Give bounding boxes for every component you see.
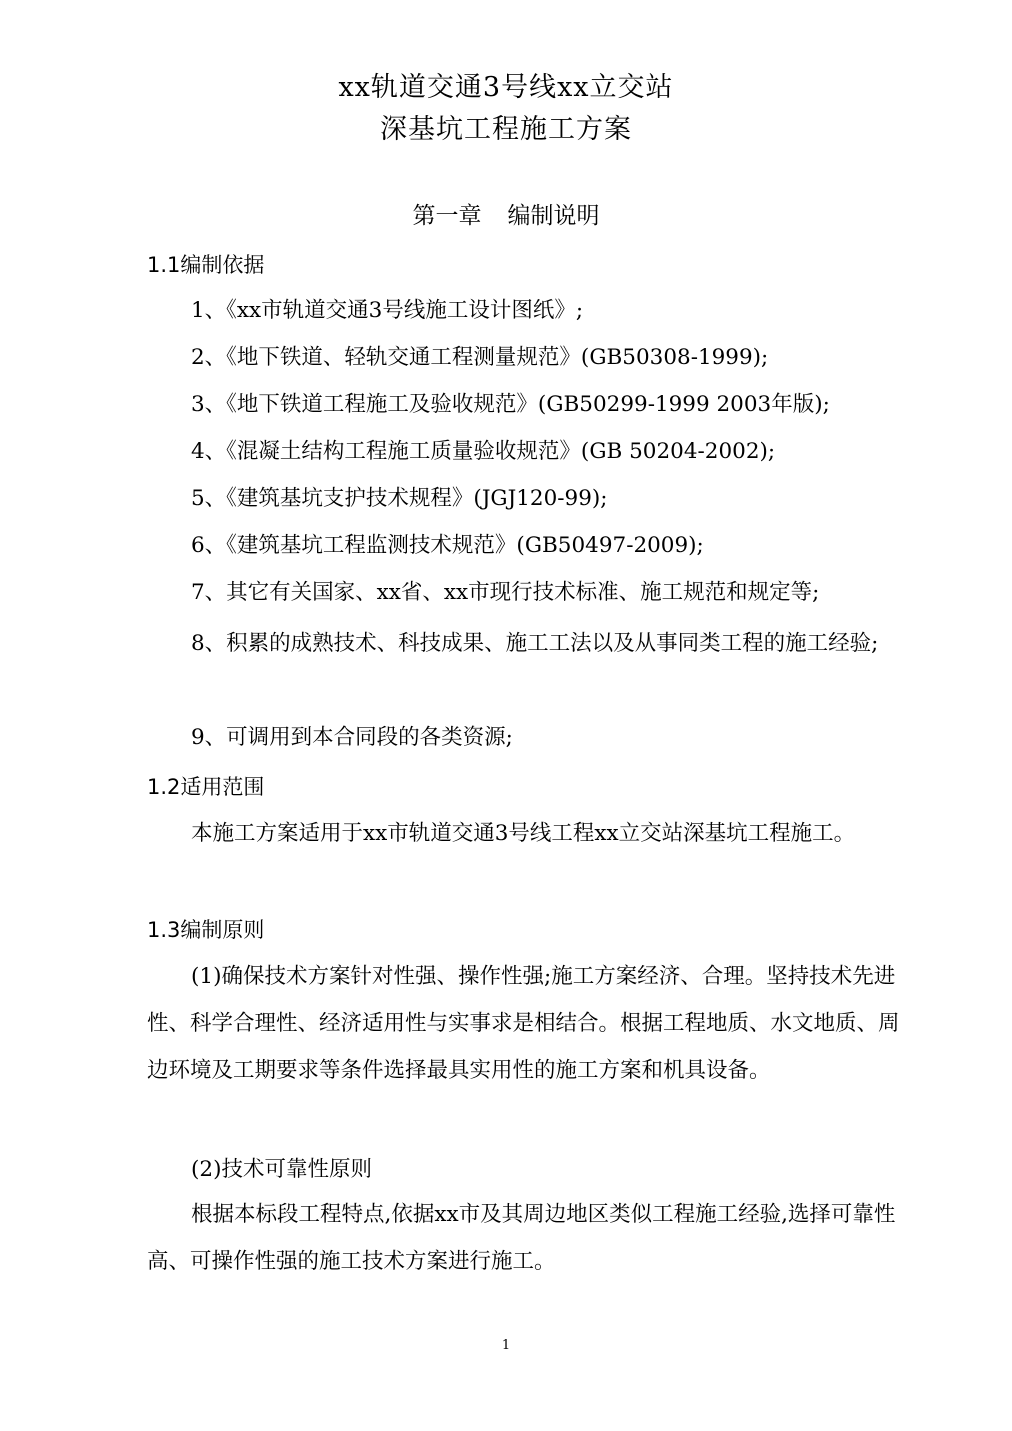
reference-item-1: 1、《xx市轨道交通3号线施工设计图纸》; bbox=[191, 298, 584, 323]
scope-paragraph: 本施工方案适用于xx市轨道交通3号线工程xx立交站深基坑工程施工。 bbox=[191, 821, 856, 846]
reference-item-4: 4、《混凝土结构工程施工质量验收规范》(GB 50204-2002); bbox=[191, 439, 776, 464]
reference-item-6: 6、《建筑基坑工程监测技术规范》(GB50497-2009); bbox=[191, 533, 704, 558]
section-heading-1-3: 1.3编制原则 bbox=[147, 918, 265, 942]
principle-subheading-2: (2)技术可靠性原则 bbox=[191, 1157, 372, 1182]
reference-item-7: 7、其它有关国家、xx省、xx市现行技术标准、施工规范和规定等; bbox=[191, 580, 820, 605]
reference-item-5: 5、《建筑基坑支护技术规程》(JGJ120-99); bbox=[191, 486, 608, 511]
document-title-line-2: 深基坑工程施工方案 bbox=[380, 114, 632, 145]
chapter-name: 编制说明 bbox=[507, 203, 600, 229]
reference-item-9: 9、可调用到本合同段的各类资源; bbox=[191, 725, 513, 750]
document-title-line-1: xx轨道交通3号线xx立交站 bbox=[338, 72, 674, 103]
chapter-number: 第一章 bbox=[412, 203, 482, 229]
principle-paragraph-1: (1)确保技术方案针对性强、操作性强;施工方案经济、合理。坚持技术先进性、科学合理性、经济适用性与实事求是相结合。根据工程地质、水文地质、周边环境及工期要求等条件选择最具实用性的施工方案和机具设备。 bbox=[147, 964, 900, 1083]
page-number: 1 bbox=[501, 1338, 511, 1353]
principle-paragraph-2: 根据本标段工程特点,依据xx市及其周边地区类似工程施工经验,选择可靠性高、可操作性强的施工技术方案进行施工。 bbox=[147, 1202, 896, 1274]
section-heading-1-1: 1.1编制依据 bbox=[147, 253, 265, 277]
section-heading-1-2: 1.2适用范围 bbox=[147, 775, 265, 799]
reference-item-3: 3、《地下铁道工程施工及验收规范》(GB50299-1999 2003年版); bbox=[191, 392, 830, 417]
chapter-heading bbox=[0, 201, 1012, 231]
reference-item-8: 8、积累的成熟技术、科技成果、施工工法以及从事同类工程的施工经验; bbox=[191, 631, 879, 656]
reference-item-2: 2、《地下铁道、轻轨交通工程测量规范》(GB50308-1999); bbox=[191, 345, 769, 370]
